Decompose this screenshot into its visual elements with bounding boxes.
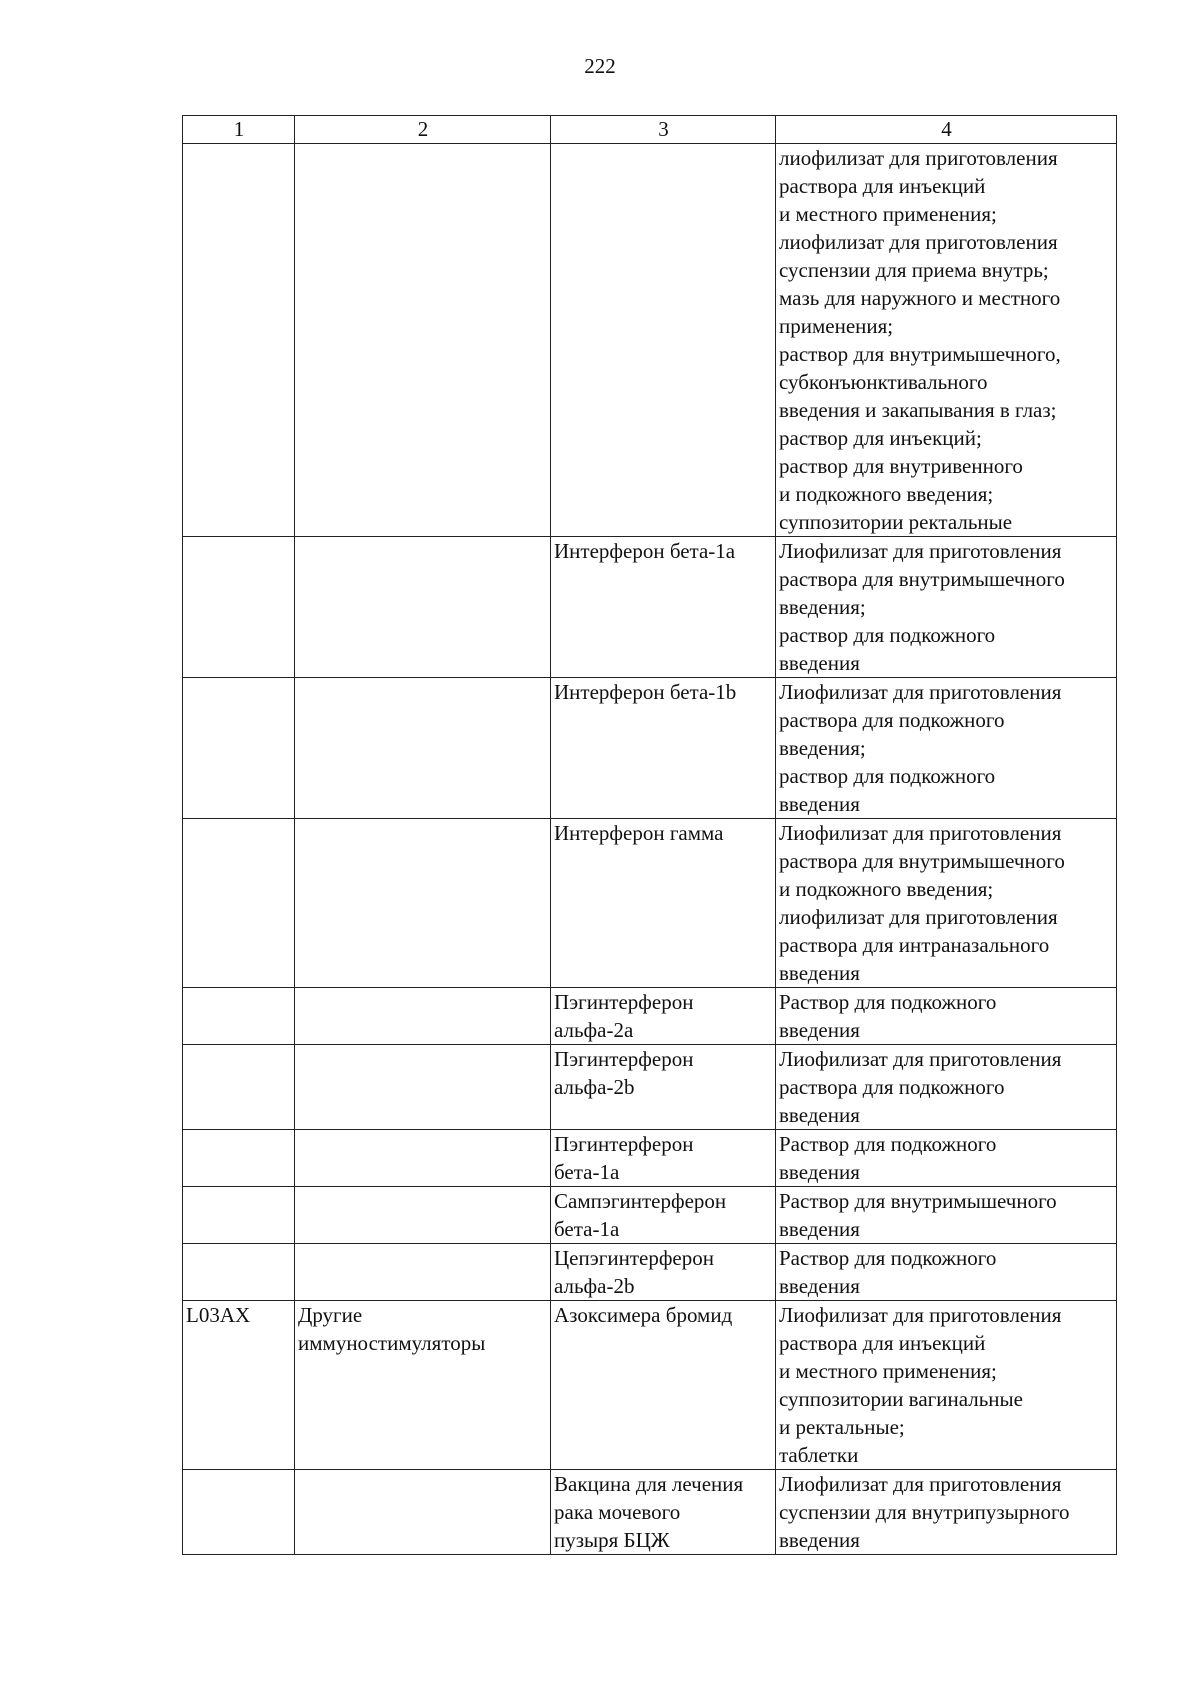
drug-name-cell [551,678,776,819]
cell-line: введения [779,1274,860,1298]
cell-line: введения [779,1103,860,1127]
group-name-cell [295,537,551,678]
table-row [183,1130,1117,1187]
drug-name-cell [551,1045,776,1130]
atc-code-cell [183,144,295,537]
cell-line: раствора для подкожного [779,1075,1005,1099]
table-row [183,1187,1117,1244]
drug-name-cell [551,144,776,537]
cell-line: раствор для внутримышечного, [779,342,1061,366]
table-row [183,1244,1117,1301]
cell-line: Цепэгинтерферон [554,1246,714,1270]
cell-line: альфа-2b [554,1075,635,1099]
drug-name-cell [551,1244,776,1301]
cell-line: лиофилизат для приготовления [779,230,1058,254]
cell-line: Другие [298,1303,363,1327]
cell-line: Интерферон гамма [554,821,724,845]
atc-code-cell [183,678,295,819]
group-name-cell [295,1244,551,1301]
cell-line: раствор для инъекций; [779,426,982,450]
cell-line: введения [779,1160,860,1184]
table-row [183,1301,1117,1470]
cell-line: Лиофилизат для приготовления [779,1047,1062,1071]
dosage-forms-cell [776,678,1117,819]
atc-code-cell [183,819,295,988]
cell-line: субконъюнктивального [779,370,988,394]
atc-code-cell [183,1470,295,1555]
cell-line: альфа-2a [554,1018,634,1042]
cell-line: раствор для подкожного [779,764,996,788]
drug-name-cell [551,1187,776,1244]
atc-code-cell [183,1301,295,1470]
cell-line: мазь для наружного и местного [779,286,1061,310]
drug-name-cell [551,1301,776,1470]
group-name-cell [295,819,551,988]
cell-line: введения и закапывания в глаз; [779,398,1057,422]
drug-name-cell [551,988,776,1045]
atc-code-cell [183,1187,295,1244]
cell-line: раствора для внутримышечного [779,567,1065,591]
drug-name-cell [551,1130,776,1187]
cell-line: раствора для интраназального [779,933,1050,957]
cell-line: Интерферон бета-1a [554,539,736,563]
atc-code-cell [183,988,295,1045]
column-header: 2 [295,116,551,144]
cell-line: введения [779,961,860,985]
cell-line: введения [779,792,860,816]
column-header: 3 [551,116,776,144]
cell-line: введения [779,1217,860,1241]
cell-line: суппозитории вагинальные [779,1387,1023,1411]
column-header: 1 [183,116,295,144]
group-name-cell [295,678,551,819]
cell-line: Раствор для подкожного [779,1246,997,1270]
cell-line: Пэгинтерферон [554,990,694,1014]
cell-line: применения; [779,314,894,338]
cell-line: суспензии для внутрипузырного [779,1500,1070,1524]
atc-code-cell [183,537,295,678]
atc-code-cell [183,1244,295,1301]
cell-line: Азоксимера бромид [554,1303,733,1327]
dosage-forms-cell [776,988,1117,1045]
dosage-forms-cell [776,1301,1117,1470]
cell-line: раствор для внутривенного [779,454,1023,478]
cell-line: Пэгинтерферон [554,1132,694,1156]
dosage-forms-cell [776,144,1117,537]
drug-name-cell [551,819,776,988]
cell-line: Пэгинтерферон [554,1047,694,1071]
cell-line: и местного применения; [779,202,997,226]
cell-line: раствор для подкожного [779,623,996,647]
dosage-forms-cell [776,1244,1117,1301]
cell-line: введения; [779,595,866,619]
table-row [183,1470,1117,1555]
atc-code-cell [183,1045,295,1130]
cell-line: иммуностимуляторы [298,1331,486,1355]
group-name-cell [295,1470,551,1555]
group-name-cell [295,1187,551,1244]
cell-line: Лиофилизат для приготовления [779,1472,1062,1496]
cell-line: лиофилизат для приготовления [779,905,1058,929]
dosage-forms-cell [776,1130,1117,1187]
cell-line: суспензии для приема внутрь; [779,258,1049,282]
cell-line: Лиофилизат для приготовления [779,680,1062,704]
atc-code-cell [183,1130,295,1187]
cell-line: Раствор для подкожного [779,1132,997,1156]
cell-line: и местного применения; [779,1359,997,1383]
cell-line: пузыря БЦЖ [554,1528,670,1552]
dosage-forms-cell [776,1187,1117,1244]
cell-line: раствора для инъекций [779,174,986,198]
cell-line: рака мочевого [554,1500,681,1524]
drug-name-cell [551,537,776,678]
dosage-forms-cell [776,1045,1117,1130]
cell-line: введения [779,1018,860,1042]
table-row [183,144,1117,537]
table-row [183,819,1117,988]
table-row [183,1045,1117,1130]
header-row [183,116,1117,144]
cell-line: и подкожного введения; [779,877,994,901]
group-name-cell [295,988,551,1045]
dosage-forms-cell [776,819,1117,988]
cell-line: раствора для инъекций [779,1331,986,1355]
dosage-forms-cell [776,1470,1117,1555]
drug-name-cell [551,1470,776,1555]
cell-line: Раствор для подкожного [779,990,997,1014]
cell-line: и ректальные; [779,1415,905,1439]
cell-line: Раствор для внутримышечного [779,1189,1057,1213]
cell-line: введения [779,651,860,675]
cell-line: введения [779,1528,860,1552]
cell-line: таблетки [779,1443,859,1467]
cell-line: раствора для подкожного [779,708,1005,732]
cell-line: и подкожного введения; [779,482,994,506]
group-name-cell [295,1045,551,1130]
cell-line: Лиофилизат для приготовления [779,821,1062,845]
group-name-cell [295,1301,551,1470]
cell-line: бета-1a [554,1160,620,1184]
table-row [183,988,1117,1045]
table-row [183,678,1117,819]
cell-line: Интерферон бета-1b [554,680,737,704]
cell-line: Сампэгинтерферон [554,1189,727,1213]
column-header: 4 [776,116,1117,144]
cell-line: лиофилизат для приготовления [779,146,1058,170]
cell-line: бета-1a [554,1217,620,1241]
cell-line: суппозитории ректальные [779,510,1013,534]
cell-text: L03AX [186,1303,251,1327]
page-number: 222 [584,54,616,78]
cell-line: введения; [779,736,866,760]
cell-line: раствора для внутримышечного [779,849,1065,873]
drug-table [182,115,1117,1555]
group-name-cell [295,1130,551,1187]
cell-line: Лиофилизат для приготовления [779,1303,1062,1327]
table-body [183,144,1117,1555]
cell-line: Лиофилизат для приготовления [779,539,1062,563]
cell-line: Вакцина для лечения [554,1472,744,1496]
group-name-cell [295,144,551,537]
dosage-forms-cell [776,537,1117,678]
table-row [183,537,1117,678]
cell-line: альфа-2b [554,1274,635,1298]
